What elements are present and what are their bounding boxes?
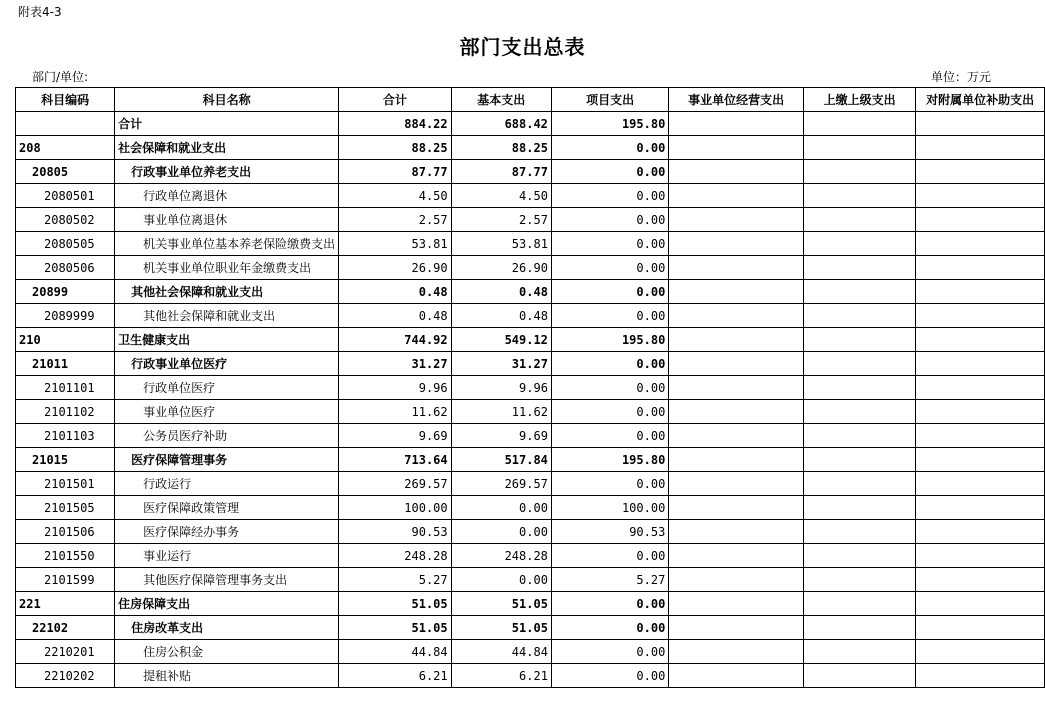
table-header-row [16,88,1045,112]
cell-subsidy [916,664,1045,688]
header-total: 合计 [339,88,451,112]
cell-subsidy [916,304,1045,328]
cell-basic: 9.96 [451,376,551,400]
table-row [16,280,1045,304]
cell-name: 合计 [115,112,339,136]
cell-total: 269.57 [339,472,451,496]
cell-total: 4.50 [339,184,451,208]
cell-business [669,160,804,184]
cell-code: 2101505 [16,496,115,520]
cell-project: 0.00 [551,400,668,424]
table-row [16,184,1045,208]
table-row [16,496,1045,520]
cell-code: 20899 [16,280,115,304]
table-row [16,256,1045,280]
cell-total: 248.28 [339,544,451,568]
cell-project: 195.80 [551,328,668,352]
cell-subsidy [916,496,1045,520]
cell-code: 21011 [16,352,115,376]
cell-basic: 51.05 [451,616,551,640]
cell-total: 9.69 [339,424,451,448]
cell-project: 0.00 [551,424,668,448]
table-row [16,160,1045,184]
cell-name: 机关事业单位职业年金缴费支出 [115,256,339,280]
cell-project: 90.53 [551,520,668,544]
expenditure-table [15,87,1045,688]
cell-upper [803,136,915,160]
cell-business [669,616,804,640]
header-subsidy: 对附属单位补助支出 [916,88,1045,112]
cell-name: 医疗保障管理事务 [115,448,339,472]
cell-name: 其他社会保障和就业支出 [115,304,339,328]
cell-code: 22102 [16,616,115,640]
cell-name: 医疗保障经办事务 [115,520,339,544]
cell-basic: 87.77 [451,160,551,184]
header-basic: 基本支出 [451,88,551,112]
cell-basic: 51.05 [451,592,551,616]
cell-basic: 44.84 [451,640,551,664]
table-row [16,304,1045,328]
cell-subsidy [916,448,1045,472]
cell-project: 0.00 [551,472,668,496]
cell-upper [803,352,915,376]
cell-business [669,496,804,520]
cell-project: 195.80 [551,112,668,136]
cell-name: 事业单位离退休 [115,208,339,232]
cell-upper [803,640,915,664]
cell-name: 公务员医疗补助 [115,424,339,448]
table-row [16,352,1045,376]
header-project: 项目支出 [551,88,668,112]
cell-project: 0.00 [551,208,668,232]
table-row [16,592,1045,616]
cell-code: 2210201 [16,640,115,664]
cell-upper [803,520,915,544]
cell-total: 31.27 [339,352,451,376]
cell-name: 行政事业单位养老支出 [115,160,339,184]
cell-total: 884.22 [339,112,451,136]
cell-basic: 6.21 [451,664,551,688]
cell-project: 0.00 [551,160,668,184]
cell-subsidy [916,256,1045,280]
table-row [16,424,1045,448]
cell-name: 提租补贴 [115,664,339,688]
cell-name: 住房公积金 [115,640,339,664]
cell-project: 0.00 [551,592,668,616]
cell-project: 0.00 [551,184,668,208]
header-code: 科目编码 [16,88,115,112]
cell-basic: 53.81 [451,232,551,256]
table-row [16,232,1045,256]
table-row [16,616,1045,640]
cell-basic: 4.50 [451,184,551,208]
cell-name: 住房保障支出 [115,592,339,616]
cell-project: 0.00 [551,544,668,568]
cell-code: 2089999 [16,304,115,328]
table-row [16,448,1045,472]
cell-name: 行政单位医疗 [115,376,339,400]
cell-business [669,376,804,400]
cell-upper [803,664,915,688]
cell-code: 2080506 [16,256,115,280]
cell-business [669,352,804,376]
cell-basic: 2.57 [451,208,551,232]
cell-total: 26.90 [339,256,451,280]
cell-upper [803,112,915,136]
cell-basic: 0.48 [451,280,551,304]
cell-business [669,472,804,496]
cell-subsidy [916,592,1045,616]
cell-upper [803,208,915,232]
cell-code: 208 [16,136,115,160]
cell-upper [803,280,915,304]
cell-business [669,256,804,280]
cell-upper [803,592,915,616]
table-row [16,208,1045,232]
cell-code: 2101501 [16,472,115,496]
cell-total: 0.48 [339,280,451,304]
cell-project: 0.00 [551,376,668,400]
cell-basic: 0.00 [451,496,551,520]
cell-subsidy [916,112,1045,136]
cell-name: 行政单位离退休 [115,184,339,208]
cell-name: 行政运行 [115,472,339,496]
cell-upper [803,184,915,208]
cell-total: 100.00 [339,496,451,520]
cell-code: 2210202 [16,664,115,688]
header-business: 事业单位经营支出 [669,88,804,112]
cell-upper [803,304,915,328]
cell-code: 221 [16,592,115,616]
cell-basic: 0.00 [451,568,551,592]
table-row [16,664,1045,688]
cell-total: 9.96 [339,376,451,400]
cell-name: 卫生健康支出 [115,328,339,352]
cell-code [16,112,115,136]
dept-label: 部门/单位: [32,70,89,84]
table-row [16,136,1045,160]
cell-basic: 88.25 [451,136,551,160]
cell-upper [803,568,915,592]
cell-basic: 269.57 [451,472,551,496]
cell-basic: 248.28 [451,544,551,568]
cell-total: 11.62 [339,400,451,424]
cell-upper [803,256,915,280]
cell-code: 20805 [16,160,115,184]
header-upper: 上缴上级支出 [803,88,915,112]
cell-code: 2101102 [16,400,115,424]
cell-subsidy [916,328,1045,352]
table-row [16,328,1045,352]
cell-code: 2080502 [16,208,115,232]
cell-business [669,424,804,448]
cell-total: 87.77 [339,160,451,184]
table-body [16,112,1045,688]
cell-project: 5.27 [551,568,668,592]
unit-label: 单位：万元 [931,70,992,84]
table-row [16,376,1045,400]
cell-total: 53.81 [339,232,451,256]
cell-business [669,520,804,544]
cell-upper [803,376,915,400]
cell-project: 195.80 [551,448,668,472]
cell-subsidy [916,568,1045,592]
cell-total: 88.25 [339,136,451,160]
cell-code: 2101550 [16,544,115,568]
header-name: 科目名称 [115,88,339,112]
table-row [16,544,1045,568]
cell-business [669,232,804,256]
cell-code: 2101599 [16,568,115,592]
cell-total: 90.53 [339,520,451,544]
cell-basic: 31.27 [451,352,551,376]
cell-project: 0.00 [551,304,668,328]
cell-upper [803,496,915,520]
cell-subsidy [916,352,1045,376]
cell-business [669,640,804,664]
annex-label: 附表4-3 [18,5,62,19]
cell-business [669,592,804,616]
cell-basic: 0.48 [451,304,551,328]
cell-subsidy [916,520,1045,544]
cell-subsidy [916,136,1045,160]
cell-subsidy [916,424,1045,448]
cell-code: 2080505 [16,232,115,256]
cell-project: 0.00 [551,136,668,160]
cell-business [669,448,804,472]
page-title: 部门支出总表 [459,35,586,59]
cell-name: 其他社会保障和就业支出 [115,280,339,304]
cell-subsidy [916,184,1045,208]
table-row [16,520,1045,544]
cell-total: 51.05 [339,616,451,640]
cell-business [669,112,804,136]
cell-upper [803,160,915,184]
cell-subsidy [916,160,1045,184]
cell-subsidy [916,208,1045,232]
table-row [16,640,1045,664]
cell-basic: 11.62 [451,400,551,424]
cell-total: 744.92 [339,328,451,352]
cell-subsidy [916,616,1045,640]
cell-business [669,568,804,592]
cell-business [669,400,804,424]
cell-project: 0.00 [551,664,668,688]
table-row [16,472,1045,496]
cell-name: 医疗保障政策管理 [115,496,339,520]
cell-total: 713.64 [339,448,451,472]
cell-code: 2080501 [16,184,115,208]
cell-total: 6.21 [339,664,451,688]
cell-name: 机关事业单位基本养老保险缴费支出 [115,232,339,256]
cell-project: 0.00 [551,352,668,376]
cell-business [669,280,804,304]
cell-name: 社会保障和就业支出 [115,136,339,160]
cell-business [669,328,804,352]
cell-total: 51.05 [339,592,451,616]
cell-name: 事业运行 [115,544,339,568]
cell-subsidy [916,376,1045,400]
cell-project: 0.00 [551,616,668,640]
cell-basic: 688.42 [451,112,551,136]
cell-project: 0.00 [551,256,668,280]
cell-name: 事业单位医疗 [115,400,339,424]
cell-subsidy [916,544,1045,568]
cell-total: 0.48 [339,304,451,328]
cell-basic: 549.12 [451,328,551,352]
cell-business [669,136,804,160]
cell-business [669,184,804,208]
cell-basic: 517.84 [451,448,551,472]
cell-project: 0.00 [551,280,668,304]
cell-code: 2101506 [16,520,115,544]
table-row [16,568,1045,592]
cell-name: 住房改革支出 [115,616,339,640]
cell-business [669,304,804,328]
cell-upper [803,400,915,424]
cell-business [669,544,804,568]
cell-project: 100.00 [551,496,668,520]
cell-upper [803,472,915,496]
cell-upper [803,616,915,640]
cell-total: 2.57 [339,208,451,232]
cell-project: 0.00 [551,640,668,664]
cell-subsidy [916,472,1045,496]
cell-upper [803,232,915,256]
cell-code: 21015 [16,448,115,472]
table-row [16,400,1045,424]
cell-subsidy [916,400,1045,424]
cell-basic: 0.00 [451,520,551,544]
cell-code: 210 [16,328,115,352]
cell-upper [803,328,915,352]
cell-name: 其他医疗保障管理事务支出 [115,568,339,592]
cell-basic: 26.90 [451,256,551,280]
cell-subsidy [916,232,1045,256]
cell-basic: 9.69 [451,424,551,448]
cell-total: 44.84 [339,640,451,664]
cell-subsidy [916,640,1045,664]
cell-business [669,208,804,232]
cell-name: 行政事业单位医疗 [115,352,339,376]
cell-upper [803,424,915,448]
cell-upper [803,544,915,568]
cell-code: 2101101 [16,376,115,400]
table-row [16,112,1045,136]
cell-code: 2101103 [16,424,115,448]
cell-total: 5.27 [339,568,451,592]
cell-upper [803,448,915,472]
cell-subsidy [916,280,1045,304]
cell-business [669,664,804,688]
cell-project: 0.00 [551,232,668,256]
